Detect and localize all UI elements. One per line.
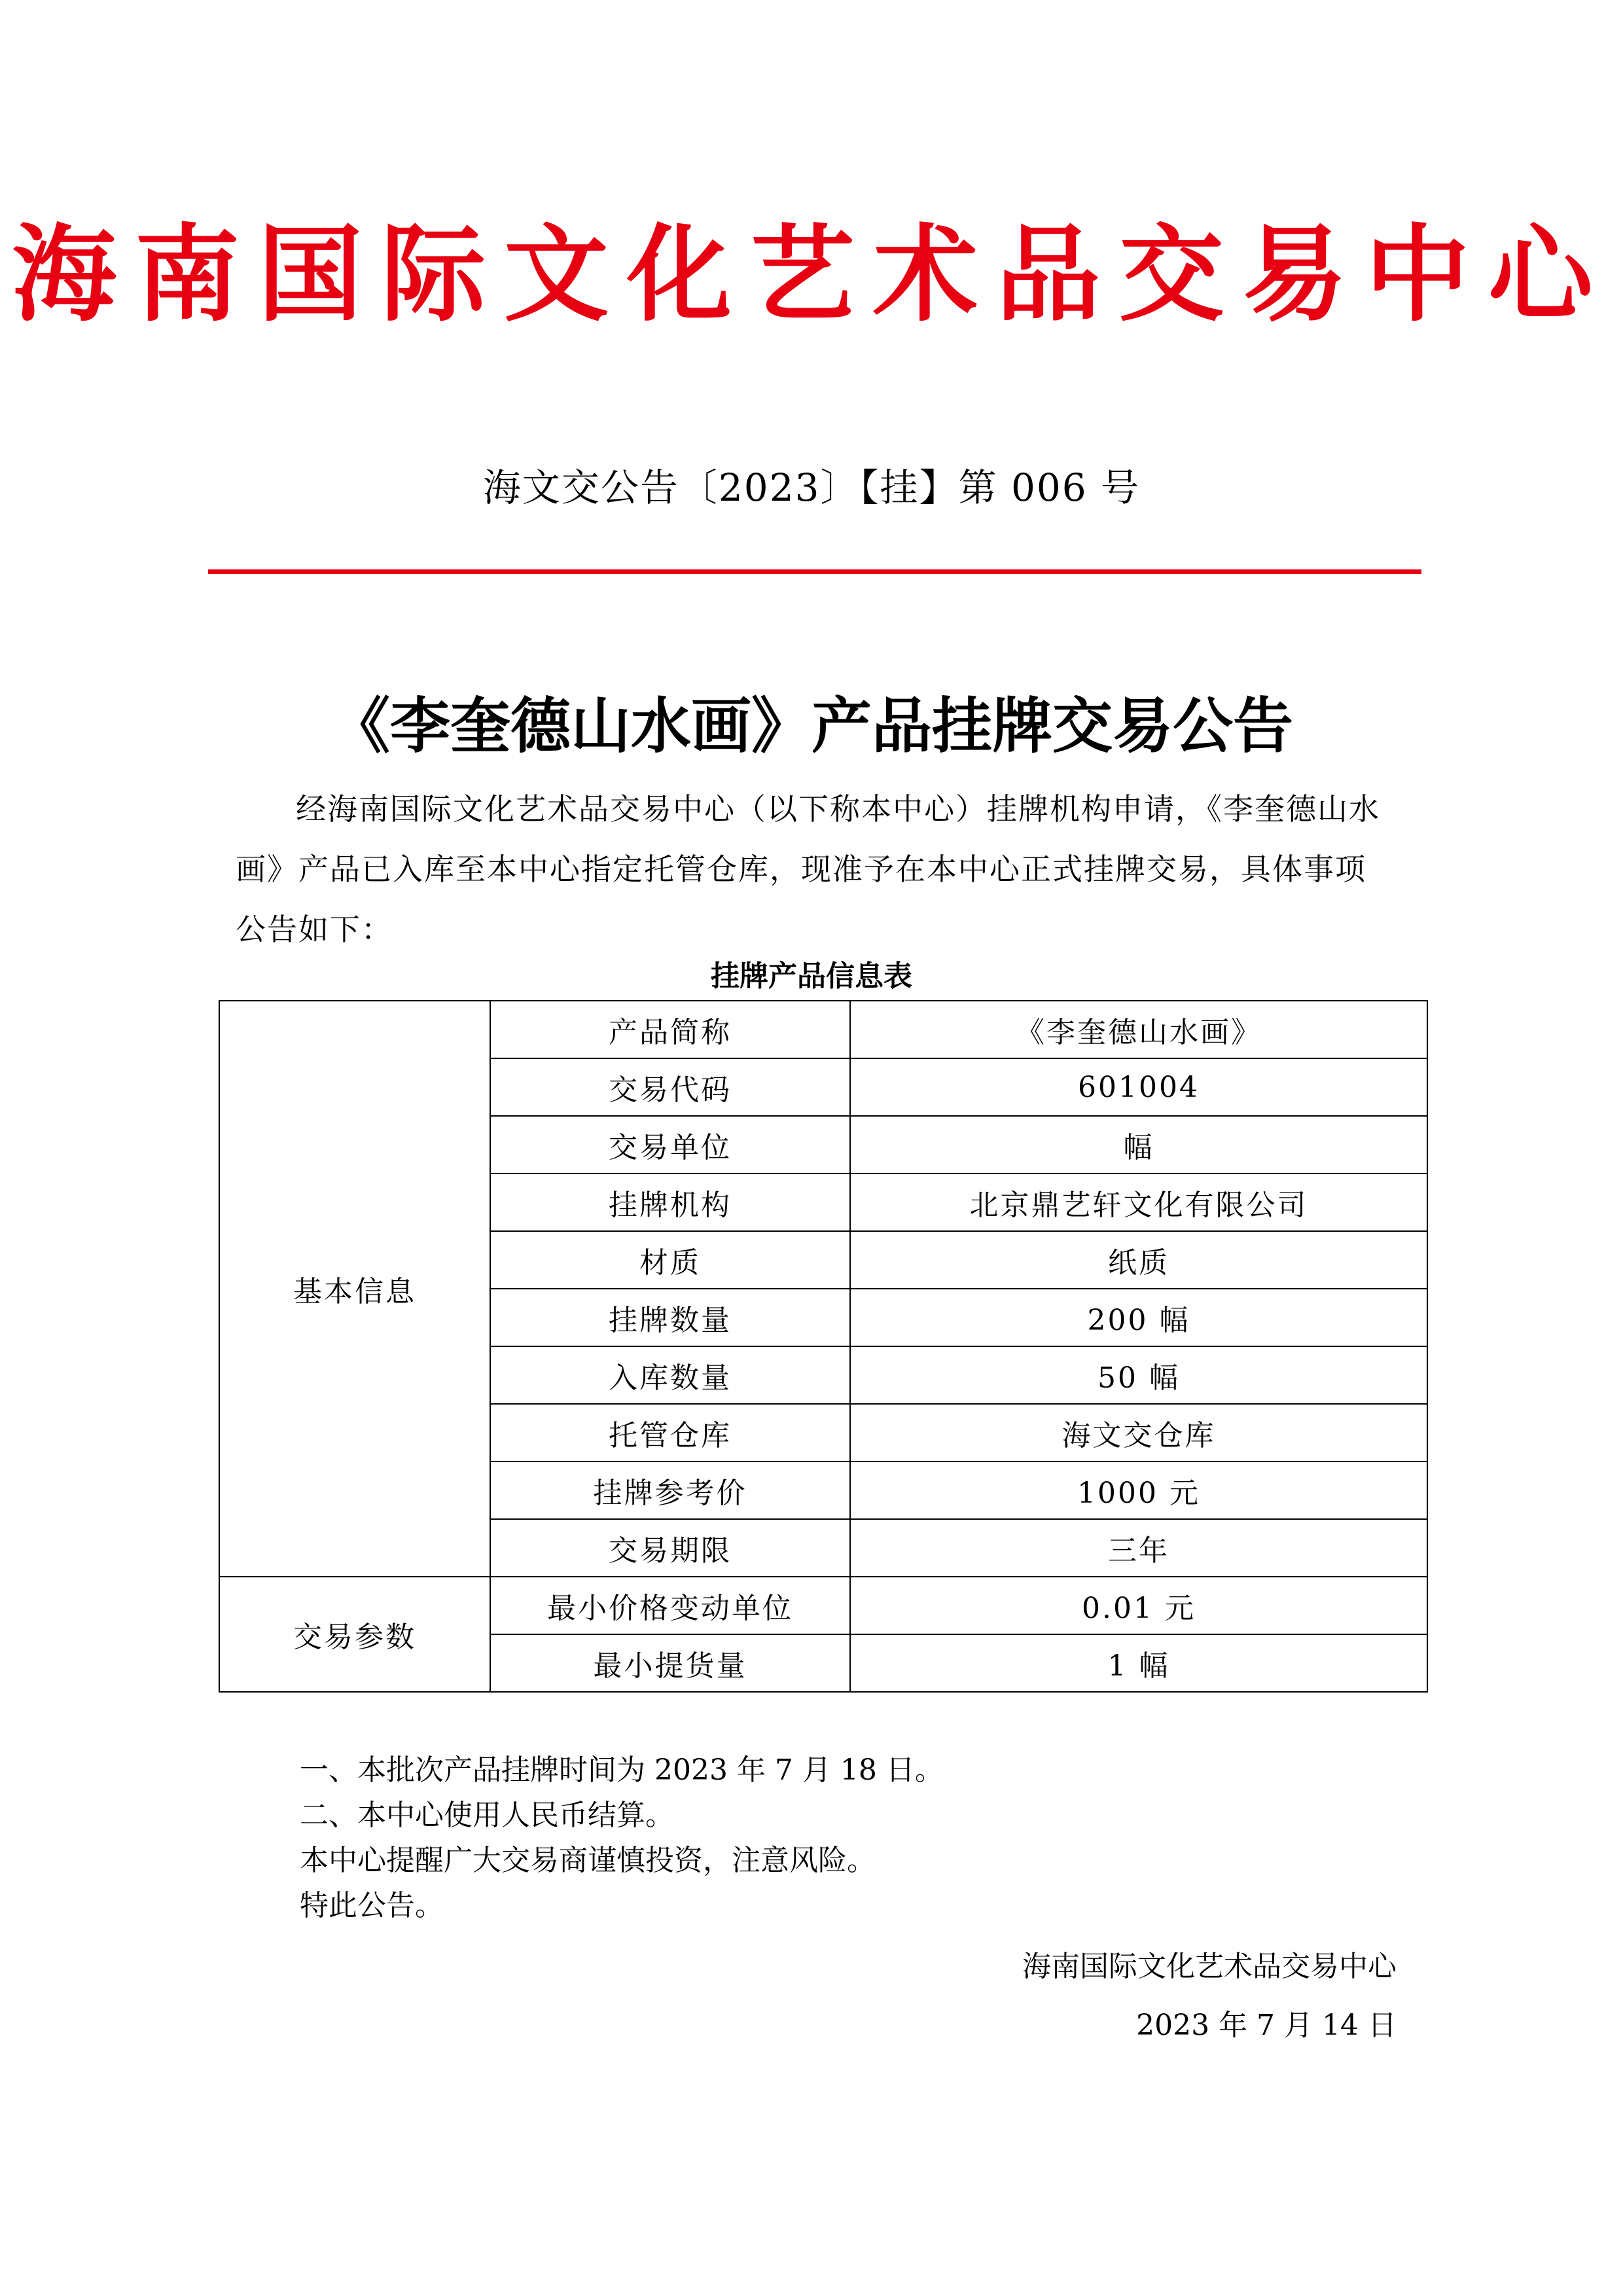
row-value: 《李奎德山水画》: [850, 1001, 1427, 1058]
row-label: 挂牌数量: [490, 1289, 850, 1346]
row-label: 挂牌机构: [490, 1174, 850, 1231]
signature-block: [1022, 1937, 1397, 2055]
row-label: 交易期限: [490, 1519, 850, 1577]
row-value: 0.01 元: [850, 1577, 1427, 1634]
note-item: 特此公告。: [300, 1889, 444, 1922]
signature-organization: 海南国际文化艺术品交易中心: [1022, 1950, 1397, 1983]
row-value: 200 幅: [850, 1289, 1427, 1346]
organization-header: 海南国际文化艺术品交易中心: [11, 213, 1611, 336]
row-value: 1000 元: [850, 1462, 1427, 1519]
row-label: 入库数量: [490, 1346, 850, 1404]
row-label: 挂牌参考价: [490, 1462, 850, 1519]
product-info-table: [219, 1000, 1428, 1693]
row-label: 交易代码: [490, 1058, 850, 1116]
red-divider: [208, 569, 1421, 574]
row-label: 材质: [490, 1231, 850, 1289]
group-label-trading-params: 交易参数: [219, 1577, 490, 1692]
announcement-title: 《李奎德山水画》产品挂牌交易公告: [329, 691, 1293, 761]
row-label: 最小提货量: [490, 1634, 850, 1692]
row-value: 601004: [850, 1058, 1427, 1116]
row-label: 最小价格变动单位: [490, 1577, 850, 1634]
notes-list: [300, 1748, 1412, 1928]
row-value: 纸质: [850, 1231, 1427, 1289]
document-number: 海文交公告〔2023〕【挂】第 006 号: [482, 465, 1141, 510]
table-row: [219, 1577, 1427, 1634]
row-value: 1 幅: [850, 1634, 1427, 1692]
signature-date: 2023 年 7 月 14 日: [1136, 2009, 1397, 2042]
note-item: 二、本中心使用人民币结算。: [300, 1799, 674, 1832]
table-caption: 挂牌产品信息表: [711, 960, 912, 993]
row-label: 交易单位: [490, 1116, 850, 1174]
row-label: 产品简称: [490, 1001, 850, 1058]
group-label-basic-info: 基本信息: [219, 1001, 490, 1577]
row-value: 三年: [850, 1519, 1427, 1577]
note-item: 一、本批次产品挂牌时间为 2023 年 7 月 18 日。: [300, 1753, 944, 1787]
note-item: 本中心提醒广大交易商谨慎投资，注意风险。: [300, 1844, 876, 1877]
intro-paragraph: 经海南国际文化艺术品交易中心（以下称本中心）挂牌机构申请，《李奎德山水画》产品已入库至本中心指定托管仓库，现准予在本中心正式挂牌交易，具体事项公告如下：: [236, 791, 1380, 947]
table-row: [219, 1001, 1427, 1058]
row-value: 幅: [850, 1116, 1427, 1174]
row-value: 50 幅: [850, 1346, 1427, 1404]
row-label: 托管仓库: [490, 1404, 850, 1462]
row-value: 北京鼎艺轩文化有限公司: [850, 1174, 1427, 1231]
row-value: 海文交仓库: [850, 1404, 1427, 1462]
